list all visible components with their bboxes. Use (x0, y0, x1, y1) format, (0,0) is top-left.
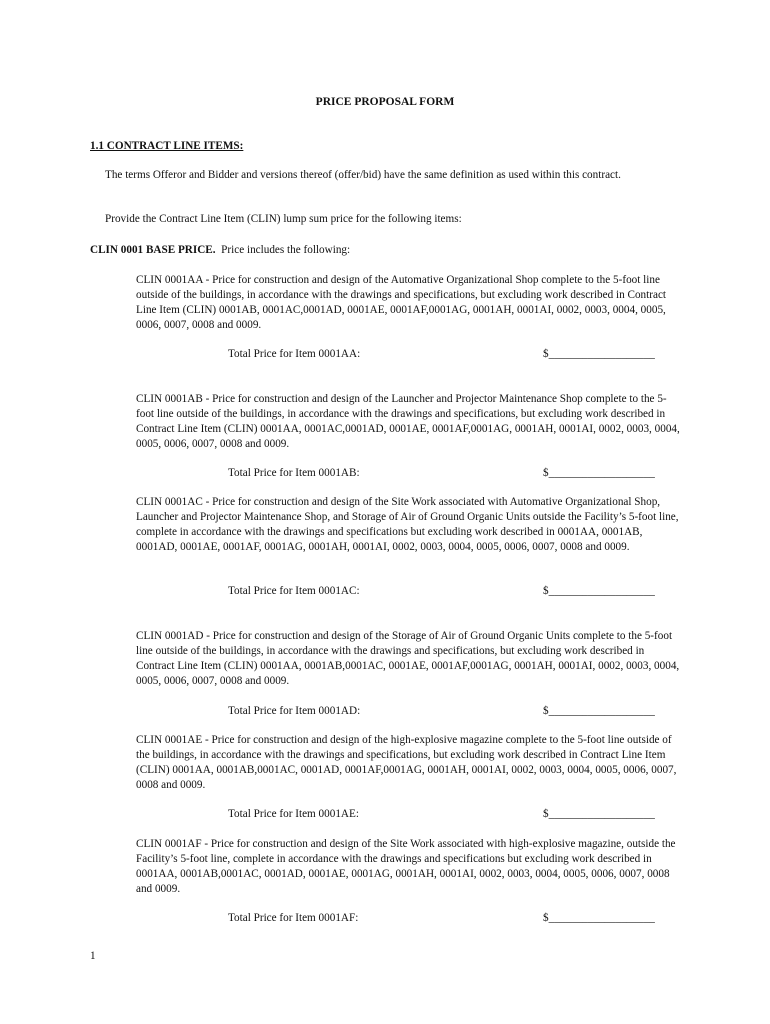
price-field[interactable]: $___________________ (543, 467, 655, 479)
total-price-label: Total Price for Item 0001AB: (228, 467, 360, 479)
clin-item-description: CLIN 0001AC - Price for construction and design of the Site Work associated with Automative Organizational Shop, Launcher and Projector Maintenance Shop, and Storage of Air of Ground Organic Units outside the Facility’s 5-foot line, complete in accordance with the drawings and specifications but excluding work described in 0001AA, 0001AB, 0001AD, 0001AE, 0001AF, 0001AG, 0001AH, 0001AI, 0002, 0003, 0004, 0005, 0006, 0007, 0008 and 0009. (136, 496, 679, 553)
clin-item-description: CLIN 0001AF - Price for construction and design of the Site Work associated with high-explosive magazine, outside the Facility’s 5-foot line, complete in accordance with the drawings and specifications but excluding work described in 0001AA, 0001AB,0001AC, 0001AD, 0001AE, 0001AG, 0001AH, 0001AI, 0002, 0003, 0004, 0005, 0006, 0007, 0008 and 0009. (136, 838, 676, 895)
price-field[interactable]: $___________________ (543, 912, 655, 924)
clin-item-description: CLIN 0001AE - Price for construction and design of the high-explosive magazine complete to the 5-foot line outside of the buildings, in accordance with the drawings and specifications, but excluding work described in Contract Line Item (CLIN) 0001AA, 0001AB,0001AC, 0001AD, 0001AF,0001AG, 0001AH, 0001AI, 0002, 0003, 0004, 0005, 0006, 0007, 0008 and 0009. (136, 734, 677, 791)
form-title: PRICE PROPOSAL FORM (315, 96, 455, 108)
price-field[interactable]: $___________________ (543, 348, 655, 360)
clin-heading-text: Price includes the following: (221, 244, 351, 256)
clin-heading-label: CLIN 0001 BASE PRICE. (90, 244, 216, 256)
instruction-paragraph: Provide the Contract Line Item (CLIN) lump sum price for the following items: (105, 213, 462, 225)
price-field[interactable]: $___________________ (543, 808, 655, 820)
total-price-label: Total Price for Item 0001AA: (228, 348, 361, 360)
total-price-label: Total Price for Item 0001AF: (228, 912, 359, 924)
price-field[interactable]: $___________________ (543, 585, 655, 597)
intro-paragraph: The terms Offeror and Bidder and versions thereof (offer/bid) have the same definition as used within this contract. (105, 169, 621, 181)
clin-item-description: CLIN 0001AD - Price for construction and design of the Storage of Air of Ground Organic Units complete to the 5-foot line outside of the buildings, in accordance with the drawings and specifications, but excluding work described in Contract Line Item (CLIN) 0001AA, 0001AB,0001AC, 0001AE, 0001AF,0001AG, 0001AH, 0001AI, 0002, 0003, 0004, 0005, 0006, 0007, 0008 and 0009. (136, 630, 680, 687)
section-heading: 1.1 CONTRACT LINE ITEMS: (90, 140, 244, 152)
total-price-label: Total Price for Item 0001AD: (228, 705, 361, 717)
price-field[interactable]: $___________________ (543, 705, 655, 717)
page-number: 1 (90, 950, 96, 962)
total-price-label: Total Price for Item 0001AC: (228, 585, 360, 597)
clin-item-description: CLIN 0001AB - Price for construction and design of the Launcher and Projector Maintenance Shop complete to the 5-foot line outside of the buildings, in accordance with the drawings and specifications, but excluding work described in Contract Line Item (CLIN) 0001AA, 0001AC,0001AD, 0001AE, 0001AF,0001AG, 0001AH, 0001AI, 0002, 0003, 0004, 0005, 0006, 0007, 0008 and 0009. (136, 393, 680, 450)
clin-item-description: CLIN 0001AA - Price for construction and design of the Automative Organizational Shop complete to the 5-foot line outside of the buildings, in accordance with the drawings and specifications, but excluding work described in Contract Line Item (CLIN) 0001AB, 0001AC,0001AD, 0001AE, 0001AF,0001AG, 0001AH, 0001AI, 0002, 0003, 0004, 0005, 0006, 0007, 0008 and 0009. (136, 274, 667, 331)
total-price-label: Total Price for Item 0001AE: (228, 808, 359, 820)
clin-heading (90, 243, 350, 258)
